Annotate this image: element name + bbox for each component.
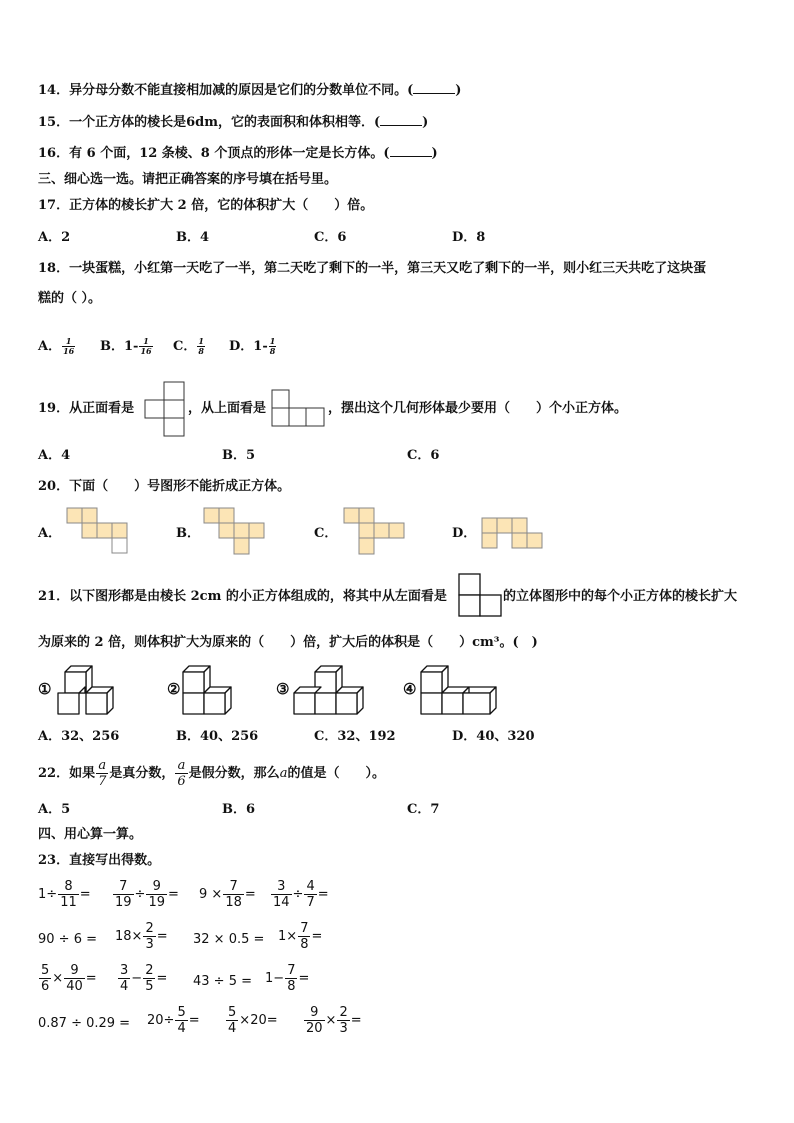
q22-option-c[interactable]: C．7 <box>407 802 440 817</box>
q19-top-view-figure <box>271 389 327 429</box>
q17-option-b[interactable]: B．4 <box>176 230 210 245</box>
q20: 20．下面（ ）号图形不能折成正方体。 <box>38 479 291 494</box>
q17: 17．正方体的棱长扩大 2 倍，它的体积扩大（ ）倍。 <box>38 198 374 213</box>
q20-net-c[interactable] <box>343 507 407 557</box>
q22-option-a[interactable]: A．5 <box>38 802 71 817</box>
q19-part1: 19．从正面看是 <box>38 401 135 416</box>
q17-option-a[interactable]: A．2 <box>38 230 71 245</box>
q21-option-b[interactable]: B．40、256 <box>176 729 259 744</box>
q21-part1: 21．以下图形都是由棱长 2cm 的小正方体组成的，将其中从左面看是 <box>38 589 447 604</box>
q19-option-a[interactable]: A．4 <box>38 448 71 463</box>
q18-option-d[interactable]: D．1- $\frac{1}{8}$ <box>229 336 276 356</box>
answer-blank[interactable] <box>413 93 455 94</box>
q19-part3: ，摆出这个几何形体最少要用（ ）个小正方体。 <box>328 401 628 416</box>
q18-option-c[interactable]: C． $\frac{1}{8}$ <box>173 336 204 356</box>
q14: 14．异分母分数不能直接相加减的原因是它们的分数单位不同。( ) <box>38 83 462 98</box>
calc-item: 1÷ $\frac{8}{11}$ = <box>38 879 91 910</box>
q21-figure-3-label: ③ <box>276 680 290 698</box>
q20-net-d[interactable] <box>481 517 545 551</box>
calc-item: 20÷ $\frac{5}{4}$ = <box>147 1005 200 1036</box>
q23: 23．直接写出得数。 <box>38 853 161 868</box>
q21-cube-figure-3 <box>293 663 365 717</box>
calc-item: 0.87 ÷ 0.29 = <box>38 1016 131 1031</box>
calc-item: $\frac{3}{4}$ − $\frac{2}{5}$ = <box>120 963 168 994</box>
q20-option-d[interactable]: D． <box>452 526 477 541</box>
calc-item: 1× $\frac{7}{8}$ = <box>278 921 323 952</box>
calc-item: 18× $\frac{2}{3}$ = <box>115 921 168 952</box>
q18-line1: 18．一块蛋糕，小红第一天吃了一半，第二天吃了剩下的一半，第三天又吃了剩下的一半，则小红三天共吃了这块蛋 <box>38 261 707 276</box>
q20-net-b[interactable] <box>203 507 267 557</box>
q17-option-c[interactable]: C．6 <box>314 230 347 245</box>
section4-heading: 四、用心算一算。 <box>38 827 143 842</box>
calc-item: $\frac{7}{19}$ ÷ $\frac{9}{19}$ = <box>115 879 179 910</box>
q21-cube-figure-4 <box>420 663 500 717</box>
q19-option-c[interactable]: C．6 <box>407 448 440 463</box>
q22-option-b[interactable]: B．6 <box>222 802 256 817</box>
calc-item: 43 ÷ 5 = <box>193 974 252 989</box>
section3-heading: 三、细心选一选。请把正确答案的序号填在括号里。 <box>38 172 338 187</box>
q21-left-view-figure <box>458 573 502 617</box>
answer-blank[interactable] <box>390 156 432 157</box>
q20-option-b[interactable]: B． <box>176 526 200 541</box>
q21-option-d[interactable]: D．40、320 <box>452 729 535 744</box>
q20-option-c[interactable]: C． <box>314 526 338 541</box>
q21-cube-figure-2 <box>182 663 234 717</box>
calc-item: 90 ÷ 6 = <box>38 932 97 947</box>
calc-item: $\frac{9}{20}$ × $\frac{2}{3}$ = <box>306 1005 362 1036</box>
calc-item: $\frac{5}{4}$ ×20= <box>228 1005 278 1036</box>
q18-option-a[interactable]: A． $\frac{1}{16}$ <box>38 336 75 356</box>
q17-option-d[interactable]: D．8 <box>452 230 486 245</box>
answer-blank[interactable] <box>380 125 422 126</box>
q21-cube-figure-1 <box>57 663 115 717</box>
q21-figure-4-label: ④ <box>403 680 417 698</box>
q21-option-a[interactable]: A．32、256 <box>38 729 120 744</box>
calc-item: 9 × $\frac{7}{18}$ = <box>199 879 256 910</box>
q19-option-b[interactable]: B．5 <box>222 448 256 463</box>
q19-part2: ，从上面看是 <box>188 401 267 416</box>
calc-item: 1− $\frac{7}{8}$ = <box>265 963 310 994</box>
q16: 16．有 6 个面，12 条棱、8 个顶点的形体一定是长方体。( ) <box>38 146 438 161</box>
q21-part2: 的立体图形中的每个小正方体的棱长扩大 <box>503 589 738 604</box>
q18-option-b[interactable]: B．1- $\frac{1}{16}$ <box>100 336 152 356</box>
calc-item: $\frac{3}{14}$ ÷ $\frac{4}{7}$ = <box>273 879 329 910</box>
q15: 15．一个正方体的棱长是6dm，它的表面积和体积相等．( ) <box>38 115 429 130</box>
calc-item: 32 × 0.5 = <box>193 932 265 947</box>
q21-option-c[interactable]: C．32、192 <box>314 729 396 744</box>
q20-net-a[interactable] <box>66 507 130 555</box>
q20-option-a[interactable]: A． <box>38 526 62 541</box>
calc-item: $\frac{5}{6}$ × $\frac{9}{40}$ = <box>41 963 97 994</box>
q21-figure-1-label: ① <box>38 680 52 698</box>
q22: 22．如果 $\frac{a}{7}$ 是真分数， $\frac{a}{6}$ 是假分数，那么a的值是（ ）。 <box>38 758 385 789</box>
q21-figure-2-label: ② <box>167 680 181 698</box>
q18-line2: 糕的（ ）。 <box>38 291 102 306</box>
q19-front-view-figure <box>144 381 186 437</box>
q21-line2: 为原来的 2 倍，则体积扩大为原来的（ ）倍，扩大后的体积是（ ）cm³。( ) <box>38 635 538 650</box>
